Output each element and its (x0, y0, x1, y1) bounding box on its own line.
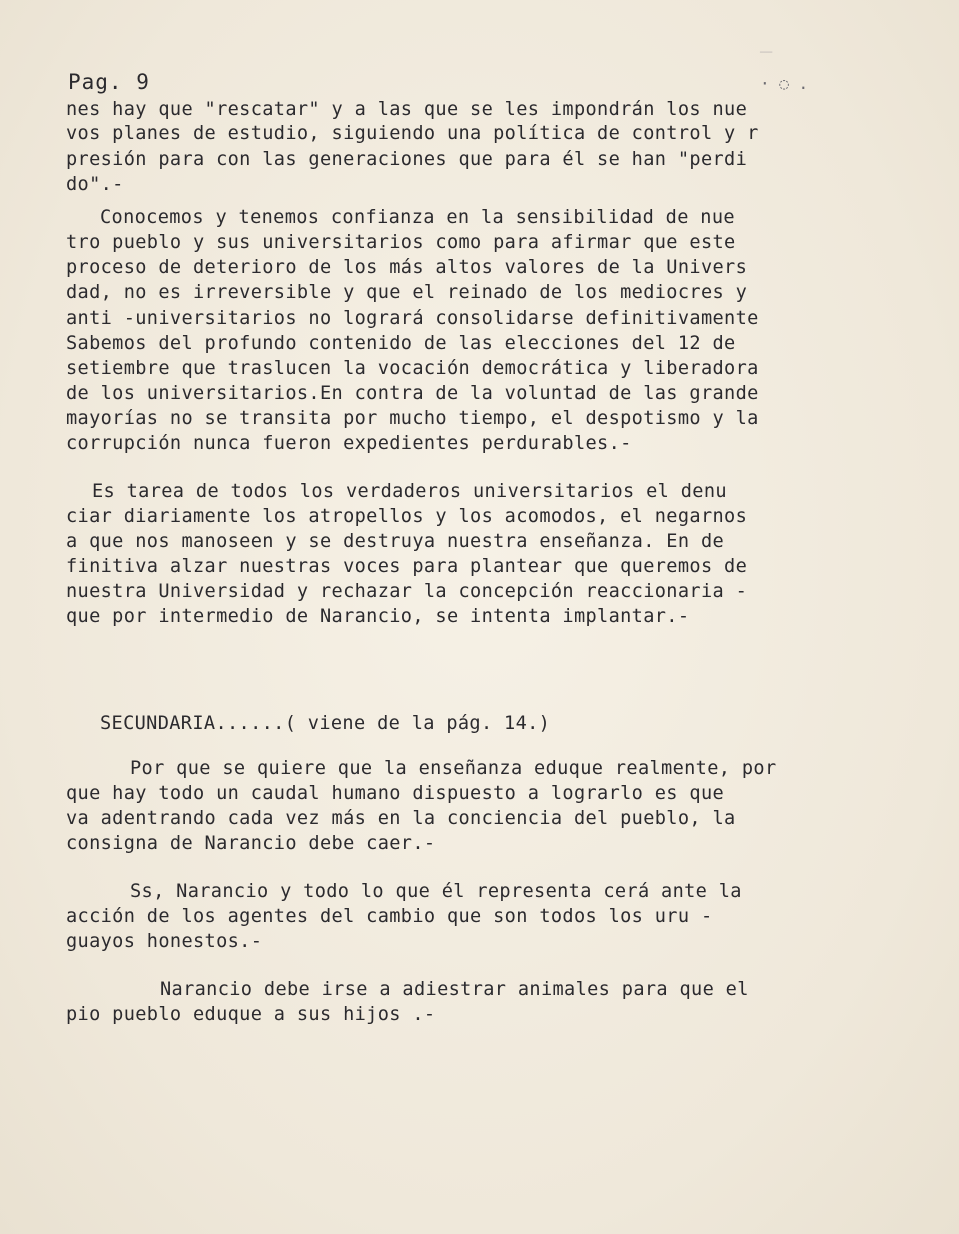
text-line: tro pueblo y sus universitarios como para afirmar que este (66, 232, 736, 253)
text-line: presión para con las generaciones que para él se han "perdi (66, 149, 748, 170)
text-line: acción de los agentes del cambio que son todos los uru - (66, 906, 713, 927)
text-line: proceso de deterioro de los más altos valores de la Univers (66, 257, 748, 278)
corner-marks: · ◌ . (760, 74, 809, 93)
bleed-through-ghost: ─ (760, 40, 774, 64)
text-line: mayorías no se transita por mucho tiempo, el despotismo y la (66, 408, 759, 429)
page-number: Pag. 9 (68, 70, 150, 94)
text-line: de los universitarios.En contra de la voluntad de las grande (66, 383, 759, 404)
text-line: Por que se quiere que la enseñanza eduque realmente, por (130, 758, 777, 779)
text-line: Narancio debe irse a adiestrar animales para que el (160, 979, 749, 1000)
text-line: que hay todo un caudal humano dispuesto a lograrlo es que (66, 783, 725, 804)
text-line: consigna de Narancio debe caer.- (66, 833, 436, 854)
text-line: ciar diariamente los atropellos y los acomodos, el negarnos (66, 506, 748, 527)
section-heading: SECUNDARIA......( viene de la pág. 14.) (100, 713, 551, 734)
text-line: dad, no es irreversible y que el reinado de los mediocres y (66, 282, 748, 303)
text-line: Ss, Narancio y todo lo que él representa cerá ante la (130, 881, 742, 902)
text-line: finitiva alzar nuestras voces para plantear que queremos de (66, 556, 748, 577)
text-line: va adentrando cada vez más en la conciencia del pueblo, la (66, 808, 736, 829)
text-line: que por intermedio de Narancio, se intenta implantar.- (66, 606, 690, 627)
text-line: nes hay que "rescatar" y a las que se les impondrán los nue (66, 99, 748, 120)
text-line: pio pueblo eduque a sus hijos .- (66, 1004, 436, 1025)
text-line: Conocemos y tenemos confianza en la sensibilidad de nue (100, 207, 735, 228)
text-line: guayos honestos.- (66, 931, 263, 952)
text-line: Es tarea de todos los verdaderos universitarios el denu (92, 481, 727, 502)
text-line: do".- (66, 174, 124, 195)
text-line: Sabemos del profundo contenido de las elecciones del 12 de (66, 333, 736, 354)
text-line: vos planes de estudio, siguiendo una política de control y r (66, 123, 759, 144)
text-line: nuestra Universidad y rechazar la concepción reaccionaria - (66, 581, 748, 602)
text-line: setiembre que traslucen la vocación democrática y liberadora (66, 358, 759, 379)
text-line: anti -universitarios no logrará consolidarse definitivamente (66, 308, 759, 329)
text-line: a que nos manoseen y se destruya nuestra enseñanza. En de (66, 531, 725, 552)
text-line: corrupción nunca fueron expedientes perdurables.- (66, 433, 632, 454)
